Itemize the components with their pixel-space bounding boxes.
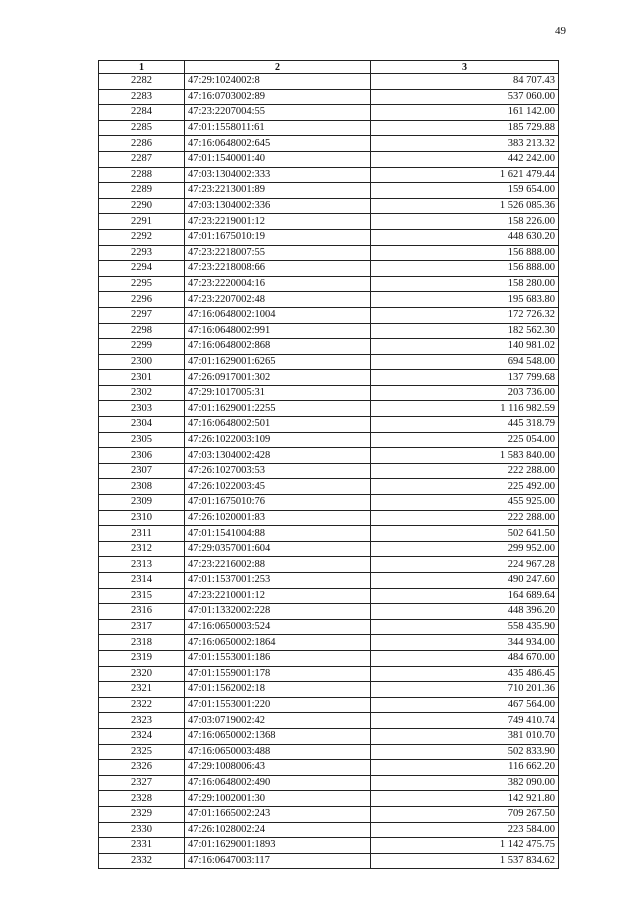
row-number: 2291: [99, 214, 185, 230]
cadastral-number: 47:01:1629001:1893: [185, 838, 371, 854]
cadastral-value: 448 630.20: [371, 229, 559, 245]
cadastral-number: 47:01:1675010:76: [185, 495, 371, 511]
table-body: [99, 74, 559, 869]
cadastral-value: 299 952.00: [371, 541, 559, 557]
table-row: [99, 682, 559, 698]
cadastral-value: 185 729.88: [371, 120, 559, 136]
cadastral-value: 140 981.02: [371, 339, 559, 355]
table-row: [99, 198, 559, 214]
row-number: 2317: [99, 619, 185, 635]
cadastral-value: 455 925.00: [371, 495, 559, 511]
cadastral-number: 47:23:2216002:88: [185, 557, 371, 573]
row-number: 2310: [99, 510, 185, 526]
table-row: [99, 604, 559, 620]
cadastral-number: 47:23:2218008:66: [185, 261, 371, 277]
cadastral-value: 203 736.00: [371, 385, 559, 401]
table-row: [99, 292, 559, 308]
row-number: 2327: [99, 775, 185, 791]
row-number: 2332: [99, 853, 185, 869]
row-number: 2319: [99, 650, 185, 666]
table-row: [99, 666, 559, 682]
table-row: [99, 136, 559, 152]
cadastral-number: 47:26:0917001:302: [185, 370, 371, 386]
cadastral-value: 558 435.90: [371, 619, 559, 635]
row-number: 2315: [99, 588, 185, 604]
row-number: 2322: [99, 697, 185, 713]
cadastral-value: 694 548.00: [371, 354, 559, 370]
cadastral-value: 1 116 982.59: [371, 401, 559, 417]
cadastral-number: 47:29:1002001:30: [185, 791, 371, 807]
cadastral-number: 47:29:1008006:43: [185, 760, 371, 776]
cadastral-number: 47:16:0648002:645: [185, 136, 371, 152]
cadastral-number: 47:01:1541004:88: [185, 526, 371, 542]
cadastral-number: 47:16:0648002:490: [185, 775, 371, 791]
cadastral-number: 47:23:2219001:12: [185, 214, 371, 230]
row-number: 2329: [99, 806, 185, 822]
table-header-row: [99, 61, 559, 74]
table-row: [99, 261, 559, 277]
cadastral-value: 182 562.30: [371, 323, 559, 339]
table-row: [99, 167, 559, 183]
cadastral-number: 47:16:0648002:1004: [185, 307, 371, 323]
cadastral-value: 84 707.43: [371, 74, 559, 90]
table-row: [99, 744, 559, 760]
table-row: [99, 432, 559, 448]
cadastral-number: 47:23:2207004:55: [185, 105, 371, 121]
cadastral-number: 47:01:1665002:243: [185, 806, 371, 822]
table-row: [99, 806, 559, 822]
cadastral-value: 137 799.68: [371, 370, 559, 386]
table-row: [99, 307, 559, 323]
cadastral-number: 47:01:1562002:18: [185, 682, 371, 698]
cadastral-value: 435 486.45: [371, 666, 559, 682]
cadastral-value: 383 213.32: [371, 136, 559, 152]
cadastral-value: 156 888.00: [371, 261, 559, 277]
table-row: [99, 775, 559, 791]
cadastral-number: 47:03:0719002:42: [185, 713, 371, 729]
cadastral-number: 47:01:1553001:220: [185, 697, 371, 713]
row-number: 2283: [99, 89, 185, 105]
cadastral-number: 47:23:2210001:12: [185, 588, 371, 604]
cadastral-number: 47:29:1017005:31: [185, 385, 371, 401]
row-number: 2328: [99, 791, 185, 807]
cadastral-value: 164 689.64: [371, 588, 559, 604]
cadastral-number: 47:26:1028002:24: [185, 822, 371, 838]
cadastral-number: 47:26:1022003:45: [185, 479, 371, 495]
cadastral-value: 710 201.36: [371, 682, 559, 698]
table-row: [99, 276, 559, 292]
row-number: 2294: [99, 261, 185, 277]
table-row: [99, 463, 559, 479]
row-number: 2288: [99, 167, 185, 183]
table-row: [99, 370, 559, 386]
row-number: 2284: [99, 105, 185, 121]
row-number: 2305: [99, 432, 185, 448]
cadastral-number: 47:23:2220004:16: [185, 276, 371, 292]
table-row: [99, 323, 559, 339]
cadastral-number: 47:16:0650002:1864: [185, 635, 371, 651]
table-row: [99, 479, 559, 495]
cadastral-value: 159 654.00: [371, 183, 559, 199]
cadastral-number: 47:03:1304002:333: [185, 167, 371, 183]
table-row: [99, 526, 559, 542]
row-number: 2286: [99, 136, 185, 152]
cadastral-number: 47:16:0650002:1368: [185, 728, 371, 744]
cadastral-number: 47:23:2218007:55: [185, 245, 371, 261]
table-row: [99, 105, 559, 121]
table-row: [99, 151, 559, 167]
table-row: [99, 713, 559, 729]
row-number: 2282: [99, 74, 185, 90]
table-row: [99, 791, 559, 807]
cadastral-number: 47:26:1027003:53: [185, 463, 371, 479]
row-number: 2285: [99, 120, 185, 136]
table-row: [99, 728, 559, 744]
row-number: 2301: [99, 370, 185, 386]
cadastral-number: 47:01:1332002:228: [185, 604, 371, 620]
cadastral-number: 47:01:1540001:40: [185, 151, 371, 167]
table-row: [99, 650, 559, 666]
table-row: [99, 573, 559, 589]
cadastral-value: 381 010.70: [371, 728, 559, 744]
cadastral-number: 47:29:0357001:604: [185, 541, 371, 557]
row-number: 2296: [99, 292, 185, 308]
table-row: [99, 697, 559, 713]
table-row: [99, 448, 559, 464]
cadastral-value: 116 662.20: [371, 760, 559, 776]
table-row: [99, 588, 559, 604]
row-number: 2300: [99, 354, 185, 370]
table-row: [99, 354, 559, 370]
cadastral-value: 195 683.80: [371, 292, 559, 308]
cadastral-number: 47:16:0650003:524: [185, 619, 371, 635]
row-number: 2312: [99, 541, 185, 557]
table-row: [99, 339, 559, 355]
row-number: 2309: [99, 495, 185, 511]
cadastral-number: 47:16:0648002:868: [185, 339, 371, 355]
cadastral-value: 382 090.00: [371, 775, 559, 791]
cadastral-value: 448 396.20: [371, 604, 559, 620]
row-number: 2299: [99, 339, 185, 355]
cadastral-number: 47:01:1559001:178: [185, 666, 371, 682]
table-row: [99, 557, 559, 573]
cadastral-number: 47:03:1304002:336: [185, 198, 371, 214]
cadastral-value: 709 267.50: [371, 806, 559, 822]
table-row: [99, 495, 559, 511]
cadastral-value: 344 934.00: [371, 635, 559, 651]
cadastral-value: 1 621 479.44: [371, 167, 559, 183]
table-row: [99, 853, 559, 869]
cadastral-value: 156 888.00: [371, 245, 559, 261]
cadastral-value: 1 537 834.62: [371, 853, 559, 869]
cadastral-value: 225 054.00: [371, 432, 559, 448]
cadastral-number: 47:23:2207002:48: [185, 292, 371, 308]
table-row: [99, 214, 559, 230]
row-number: 2314: [99, 573, 185, 589]
cadastral-number: 47:01:1558011:61: [185, 120, 371, 136]
row-number: 2321: [99, 682, 185, 698]
row-number: 2313: [99, 557, 185, 573]
table-row: [99, 635, 559, 651]
row-number: 2331: [99, 838, 185, 854]
cadastral-value: 223 584.00: [371, 822, 559, 838]
row-number: 2325: [99, 744, 185, 760]
row-number: 2320: [99, 666, 185, 682]
table-row: [99, 89, 559, 105]
table-row: [99, 510, 559, 526]
cadastral-number: 47:16:0647003:117: [185, 853, 371, 869]
cadastral-number: 47:01:1629001:2255: [185, 401, 371, 417]
table-row: [99, 822, 559, 838]
table-row: [99, 229, 559, 245]
cadastral-table: [98, 60, 559, 869]
cadastral-value: 502 833.90: [371, 744, 559, 760]
row-number: 2303: [99, 401, 185, 417]
table-row: [99, 838, 559, 854]
cadastral-value: 224 967.28: [371, 557, 559, 573]
table-row: [99, 245, 559, 261]
row-number: 2323: [99, 713, 185, 729]
column-header-2: 2: [185, 61, 371, 74]
row-number: 2289: [99, 183, 185, 199]
cadastral-value: 222 288.00: [371, 510, 559, 526]
cadastral-value: 537 060.00: [371, 89, 559, 105]
row-number: 2316: [99, 604, 185, 620]
row-number: 2306: [99, 448, 185, 464]
cadastral-number: 47:03:1304002:428: [185, 448, 371, 464]
column-header-3: 3: [371, 61, 559, 74]
cadastral-value: 1 142 475.75: [371, 838, 559, 854]
cadastral-number: 47:01:1629001:6265: [185, 354, 371, 370]
cadastral-number: 47:23:2213001:89: [185, 183, 371, 199]
row-number: 2311: [99, 526, 185, 542]
row-number: 2326: [99, 760, 185, 776]
cadastral-value: 484 670.00: [371, 650, 559, 666]
row-number: 2318: [99, 635, 185, 651]
table-row: [99, 541, 559, 557]
column-header-1: 1: [99, 61, 185, 74]
cadastral-value: 1 526 085.36: [371, 198, 559, 214]
table-row: [99, 183, 559, 199]
table-row: [99, 385, 559, 401]
cadastral-value: 225 492.00: [371, 479, 559, 495]
cadastral-number: 47:16:0648002:991: [185, 323, 371, 339]
row-number: 2330: [99, 822, 185, 838]
cadastral-number: 47:01:1675010:19: [185, 229, 371, 245]
cadastral-value: 442 242.00: [371, 151, 559, 167]
row-number: 2287: [99, 151, 185, 167]
table-row: [99, 760, 559, 776]
cadastral-value: 222 288.00: [371, 463, 559, 479]
page-number: 49: [555, 25, 566, 37]
cadastral-value: 158 280.00: [371, 276, 559, 292]
cadastral-value: 1 583 840.00: [371, 448, 559, 464]
cadastral-number: 47:16:0648002:501: [185, 417, 371, 433]
row-number: 2295: [99, 276, 185, 292]
cadastral-value: 467 564.00: [371, 697, 559, 713]
cadastral-value: 749 410.74: [371, 713, 559, 729]
table-row: [99, 417, 559, 433]
row-number: 2290: [99, 198, 185, 214]
cadastral-number: 47:29:1024002:8: [185, 74, 371, 90]
cadastral-number: 47:01:1553001:186: [185, 650, 371, 666]
row-number: 2293: [99, 245, 185, 261]
cadastral-value: 502 641.50: [371, 526, 559, 542]
table-row: [99, 74, 559, 90]
table-row: [99, 120, 559, 136]
cadastral-value: 142 921.80: [371, 791, 559, 807]
cadastral-number: 47:26:1022003:109: [185, 432, 371, 448]
cadastral-value: 445 318.79: [371, 417, 559, 433]
row-number: 2304: [99, 417, 185, 433]
row-number: 2297: [99, 307, 185, 323]
row-number: 2302: [99, 385, 185, 401]
cadastral-number: 47:26:1020001:83: [185, 510, 371, 526]
row-number: 2308: [99, 479, 185, 495]
row-number: 2292: [99, 229, 185, 245]
cadastral-value: 158 226.00: [371, 214, 559, 230]
cadastral-value: 172 726.32: [371, 307, 559, 323]
table-row: [99, 401, 559, 417]
cadastral-number: 47:16:0650003:488: [185, 744, 371, 760]
row-number: 2298: [99, 323, 185, 339]
table-row: [99, 619, 559, 635]
cadastral-number: 47:01:1537001:253: [185, 573, 371, 589]
row-number: 2307: [99, 463, 185, 479]
cadastral-value: 161 142.00: [371, 105, 559, 121]
row-number: 2324: [99, 728, 185, 744]
cadastral-number: 47:16:0703002:89: [185, 89, 371, 105]
cadastral-value: 490 247.60: [371, 573, 559, 589]
